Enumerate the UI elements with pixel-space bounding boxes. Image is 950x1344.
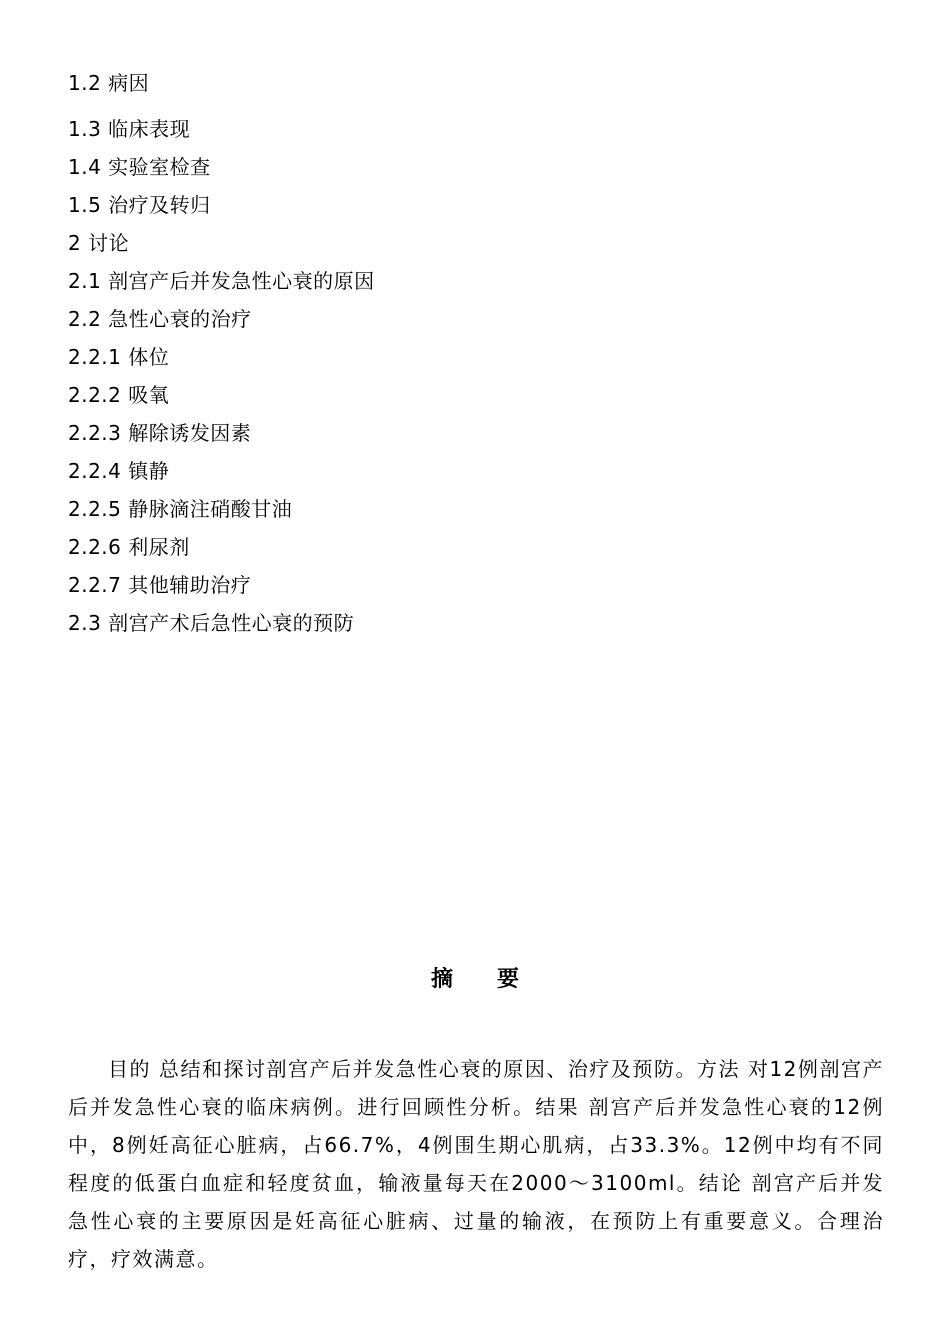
toc-item-2-2-7: 2.2.7 其他辅助治疗 [68, 573, 252, 597]
abstract-body: 目的 总结和探讨剖宫产后并发急性心衰的原因、治疗及预防。方法 对12例剖宫产后并发急性心衰的临床病例。进行回顾性分析。结果 剖宫产后并发急性心衰的12例中，8例妊高征心脏病，占66.7%，4例围生期心肌病，占33.3%。12例中均有不同程度的低蛋白血症和轻度贫血，输液量每天在2000～3100ml。结论 剖宫产后并发急性心衰的主要原因是妊高征心脏病、过量的输液，在预防上有重要意义。合理治疗，疗效满意。 [68, 1057, 884, 1271]
toc-item-2-2-5: 2.2.5 静脉滴注硝酸甘油 [68, 497, 293, 521]
table-of-contents [68, 64, 375, 642]
toc-item-2-2: 2.2 急性心衰的治疗 [68, 307, 252, 331]
toc-item-2-2-6: 2.2.6 利尿剂 [68, 535, 190, 559]
toc-item-2-2-3: 2.2.3 解除诱发因素 [68, 421, 252, 445]
toc-item-1-4: 1.4 实验室检查 [68, 155, 211, 179]
toc-item-1-3: 1.3 临床表现 [68, 117, 191, 141]
toc-item-2-2-4: 2.2.4 镇静 [68, 459, 170, 483]
toc-item-1-5: 1.5 治疗及转归 [68, 193, 211, 217]
toc-item-2-2-1: 2.2.1 体位 [68, 345, 170, 369]
toc-item-2-1: 2.1 剖宫产后并发急性心衰的原因 [68, 269, 375, 293]
toc-item-2-3: 2.3 剖宫产术后急性心衰的预防 [68, 611, 355, 635]
toc-item-2-2-2: 2.2.2 吸氧 [68, 383, 170, 407]
abstract-title: 摘要 [430, 967, 563, 992]
toc-item-1-2: 1.2 病因 [68, 71, 150, 95]
toc-item-2: 2 讨论 [68, 231, 130, 255]
